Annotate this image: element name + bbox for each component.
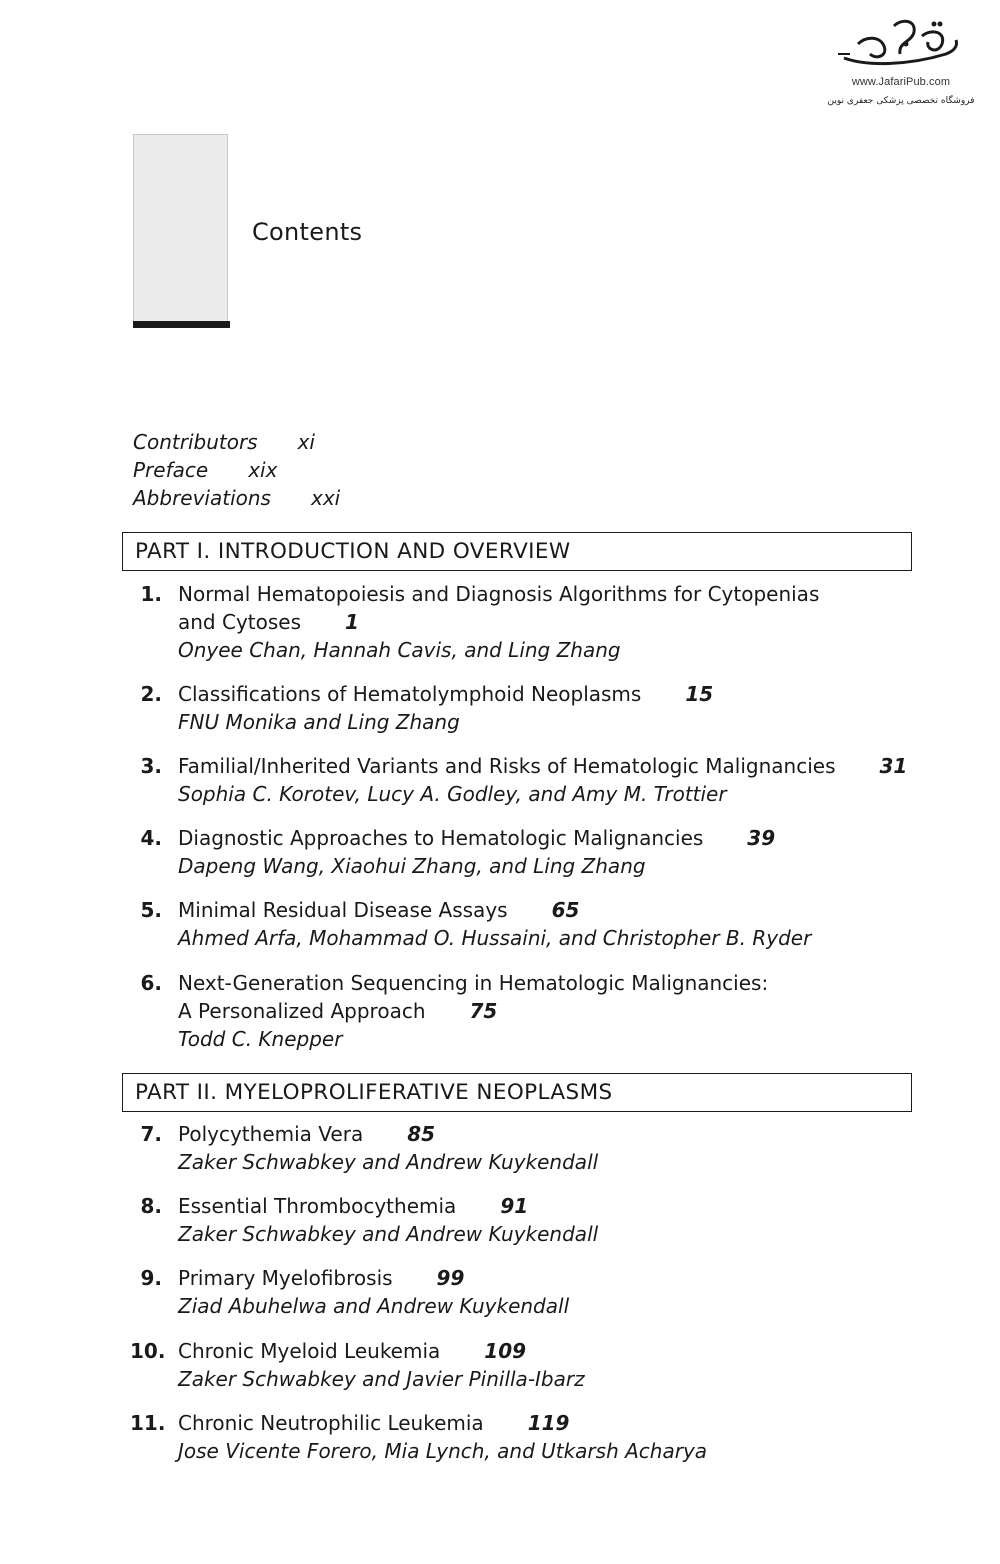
chapter-number: 9.: [140, 1266, 162, 1290]
chapter-7-entry[interactable]: [130, 1120, 910, 1176]
chapter-title: and Cytoses: [178, 610, 302, 634]
chapter-11-entry[interactable]: [130, 1409, 910, 1465]
publisher-tagline: فروشگاه تخصصی پزشکی جعفری نوین: [827, 96, 975, 106]
chapter-title: A Personalized Approach: [178, 999, 426, 1023]
part-1-header: PART I. INTRODUCTION AND OVERVIEW: [122, 532, 912, 571]
front-matter-label: Preface: [133, 458, 209, 482]
front-matter-page: xix: [248, 458, 278, 482]
chapter-title: Familial/Inherited Variants and Risks of Hematologic Malignancies: [178, 754, 836, 778]
chapter-number: 6.: [140, 971, 162, 995]
chapter-authors: Zaker Schwabkey and Javier Pinilla-Ibarz: [178, 1367, 585, 1391]
chapter-page: 1: [345, 610, 359, 634]
chapter-number: 1.: [140, 582, 162, 606]
page-title: Contents: [252, 218, 363, 246]
chapter-number: 5.: [140, 898, 162, 922]
chapter-page: 31: [879, 754, 908, 778]
chapter-1-entry[interactable]: [130, 580, 910, 664]
part-2-header: PART II. MYELOPROLIFERATIVE NEOPLASMS: [122, 1073, 912, 1112]
chapter-page: 75: [469, 999, 498, 1023]
chapter-title: Essential Thrombocythemia: [178, 1194, 457, 1218]
chapter-page: 91: [500, 1194, 529, 1218]
chapter-title: Minimal Residual Disease Assays: [178, 898, 508, 922]
publisher-url: www.JafariPub.com: [851, 76, 951, 88]
chapter-authors: Todd C. Knepper: [178, 1027, 343, 1051]
chapter-authors: Sophia C. Korotev, Lucy A. Godley, and Amy M. Trottier: [178, 782, 727, 806]
chapter-number: 3.: [140, 754, 162, 778]
front-matter-preface[interactable]: [133, 456, 340, 484]
chapter-title: Polycythemia Vera: [178, 1122, 364, 1146]
chapter-number: 10.: [130, 1339, 166, 1363]
chapter-number: 7.: [140, 1122, 162, 1146]
chapter-6-entry[interactable]: [130, 969, 910, 1053]
front-matter-abbreviations[interactable]: [133, 484, 340, 512]
chapter-page: 15: [685, 682, 714, 706]
chapter-5-entry[interactable]: [130, 896, 910, 952]
front-matter-page: xi: [297, 430, 315, 454]
chapter-number: 11.: [130, 1411, 166, 1435]
front-matter-label: Contributors: [133, 430, 258, 454]
front-matter-page: xxi: [310, 486, 341, 510]
chapter-page: 109: [484, 1339, 527, 1363]
front-matter-list: [133, 428, 340, 512]
chapter-authors: Ahmed Arfa, Mohammad O. Hussaini, and Christopher B. Ryder: [178, 926, 812, 950]
chapter-number: 8.: [140, 1194, 162, 1218]
front-matter-contributors[interactable]: [133, 428, 340, 456]
chapter-2-entry[interactable]: [130, 680, 910, 736]
chapter-number: 4.: [140, 826, 162, 850]
chapter-authors: Ziad Abuhelwa and Andrew Kuykendall: [178, 1294, 570, 1318]
chapter-title: Classifications of Hematolymphoid Neoplasms: [178, 682, 642, 706]
chapter-page: 39: [747, 826, 776, 850]
chapter-title: Primary Myelofibrosis: [178, 1266, 393, 1290]
chapter-9-entry[interactable]: [130, 1264, 910, 1320]
chapter-title: Chronic Neutrophilic Leukemia: [178, 1411, 484, 1435]
chapter-page: 65: [551, 898, 580, 922]
chapter-3-entry[interactable]: [130, 752, 910, 808]
chapter-page: 85: [407, 1122, 436, 1146]
contents-header-block: [133, 134, 228, 322]
chapter-title: Normal Hematopoiesis and Diagnosis Algorithms for Cytopenias: [178, 582, 820, 606]
chapter-title: Chronic Myeloid Leukemia: [178, 1339, 441, 1363]
chapter-8-entry[interactable]: [130, 1192, 910, 1248]
chapter-title: Diagnostic Approaches to Hematologic Malignancies: [178, 826, 704, 850]
chapter-authors: Jose Vicente Forero, Mia Lynch, and Utkarsh Acharya: [178, 1439, 708, 1463]
chapter-authors: Dapeng Wang, Xiaohui Zhang, and Ling Zhang: [178, 854, 646, 878]
chapter-page: 119: [527, 1411, 570, 1435]
chapter-4-entry[interactable]: [130, 824, 910, 880]
publisher-watermark: [826, 14, 976, 106]
chapter-page: 99: [436, 1266, 465, 1290]
chapter-authors: Zaker Schwabkey and Andrew Kuykendall: [178, 1150, 599, 1174]
chapter-10-entry[interactable]: [130, 1337, 910, 1393]
publisher-logo-icon: [836, 14, 966, 74]
chapter-number: 2.: [140, 682, 162, 706]
chapter-title: Next-Generation Sequencing in Hematologic Malignancies:: [178, 971, 769, 995]
contents-header-rule: [133, 321, 230, 328]
chapter-authors: Zaker Schwabkey and Andrew Kuykendall: [178, 1222, 599, 1246]
front-matter-label: Abbreviations: [133, 486, 271, 510]
chapter-authors: FNU Monika and Ling Zhang: [178, 710, 460, 734]
chapter-authors: Onyee Chan, Hannah Cavis, and Ling Zhang: [178, 638, 621, 662]
